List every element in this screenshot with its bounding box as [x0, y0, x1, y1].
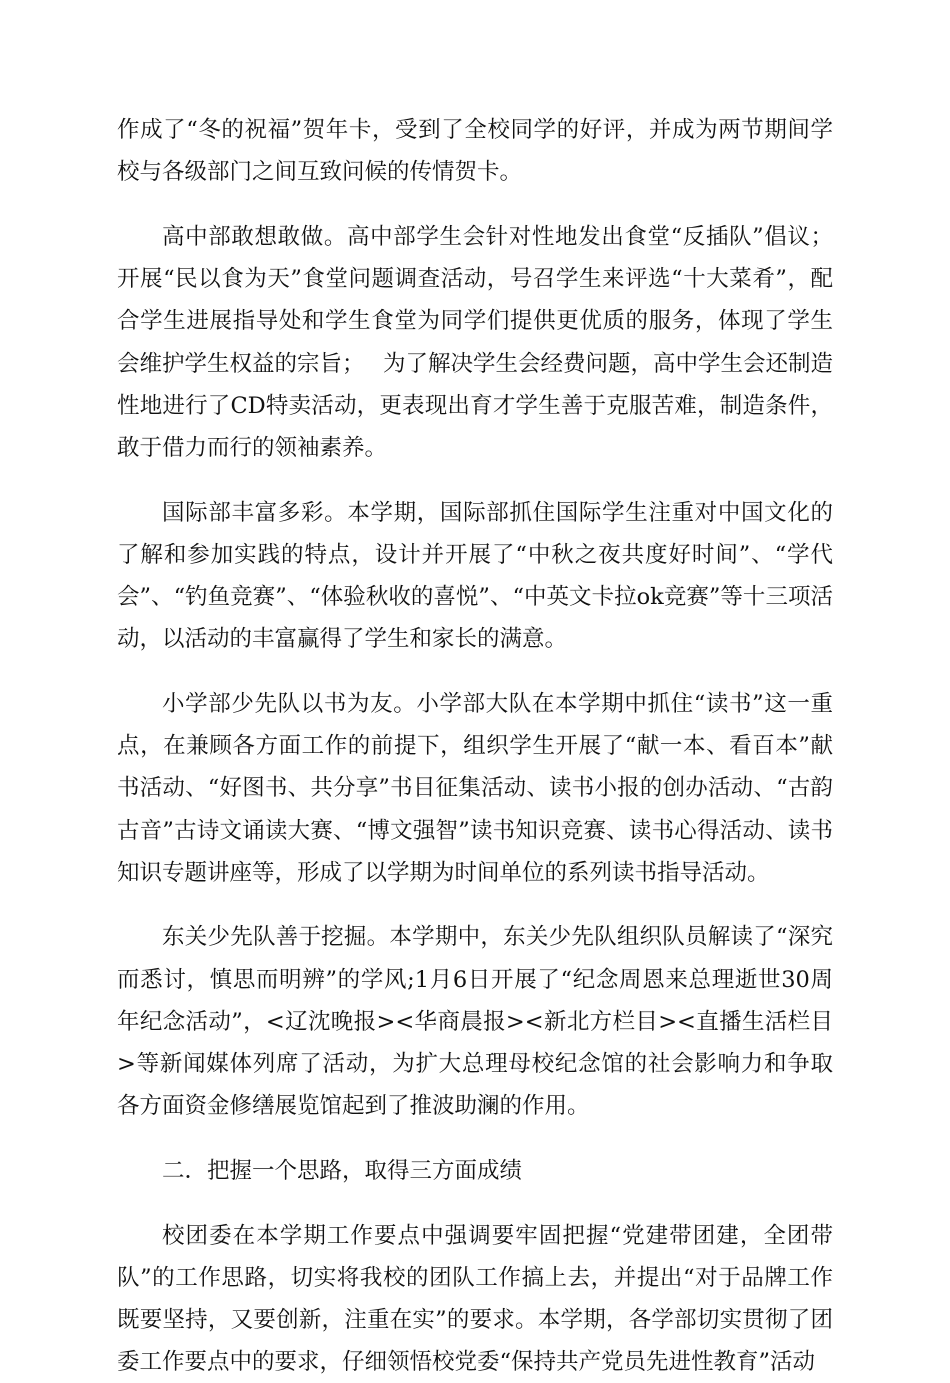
paragraph-league-committee: 校团委在本学期工作要点中强调要牢固把握“党建带团建，全团带队”的工作思路，切实将我校的团队工作搞上去，并提出“对于品牌工作既要坚持，又要创新，注重在实”的要求。本学期，各学部切实贯彻了团委工作要点中的要求，仔细领悟校党委“保持共产党员先进性教育”活动: [117, 1222, 833, 1376]
paragraph-dongguan: 东关少先队善于挖掘。本学期中，东关少先队组织队员解读了“深究而悉讨，慎思而明辨”的学风;1月6日开展了“纪念周恩来总理逝世30周年纪念活动”，<辽沈晚报><华商晨报><新北方栏目><直播生活栏目>等新闻媒体列席了活动，为扩大总理母校纪念馆的社会影响力和争取各方面资金修缮展览馆起到了推波助澜的作用。: [117, 924, 833, 1120]
paragraph-primary-school: 小学部少先队以书为友。小学部大队在本学期中抓住“读书”这一重点，在兼顾各方面工作的前提下，组织学生开展了“献一本、看百本”献书活动、“好图书、共分享”书目征集活动、读书小报的创办活动、“古韵古音”古诗文诵读大赛、“博文强智”读书知识竞赛、读书心得活动、读书知识专题讲座等，形成了以学期为时间单位的系列读书指导活动。: [117, 690, 833, 886]
paragraph-high-school: 高中部敢想敢做。高中部学生会针对性地发出食堂“反插队”倡议；开展“民以食为天”食堂问题调查活动，号召学生来评选“十大菜肴”，配合学生进展指导处和学生食堂为同学们提供更优质的服务，体现了学生会维护学生权益的宗旨； 为了解决学生会经费问题，高中学生会还制造性地进行了CD特卖活动，更表现出育才学生善于克服苦难，制造条件，敢于借力而行的领袖素养。: [117, 223, 833, 461]
document-body: [117, 109, 833, 1383]
section-heading: 二．把握一个思路，取得三方面成绩: [162, 1157, 523, 1184]
paragraph-international: 国际部丰富多彩。本学期，国际部抓住国际学生注重对中国文化的了解和参加实践的特点，设计并开展了“中秋之夜共度好时间”、“学代会”、“钓鱼竞赛”、“体验秋收的喜悦”、“中英文卡拉ok竞赛”等十三项活动，以活动的丰富赢得了学生和家长的满意。: [117, 499, 833, 653]
paragraph-continuation: 作成了“冬的祝福”贺年卡，受到了全校同学的好评，并成为两节期间学校与各级部门之间互致问候的传情贺卡。: [117, 117, 833, 186]
